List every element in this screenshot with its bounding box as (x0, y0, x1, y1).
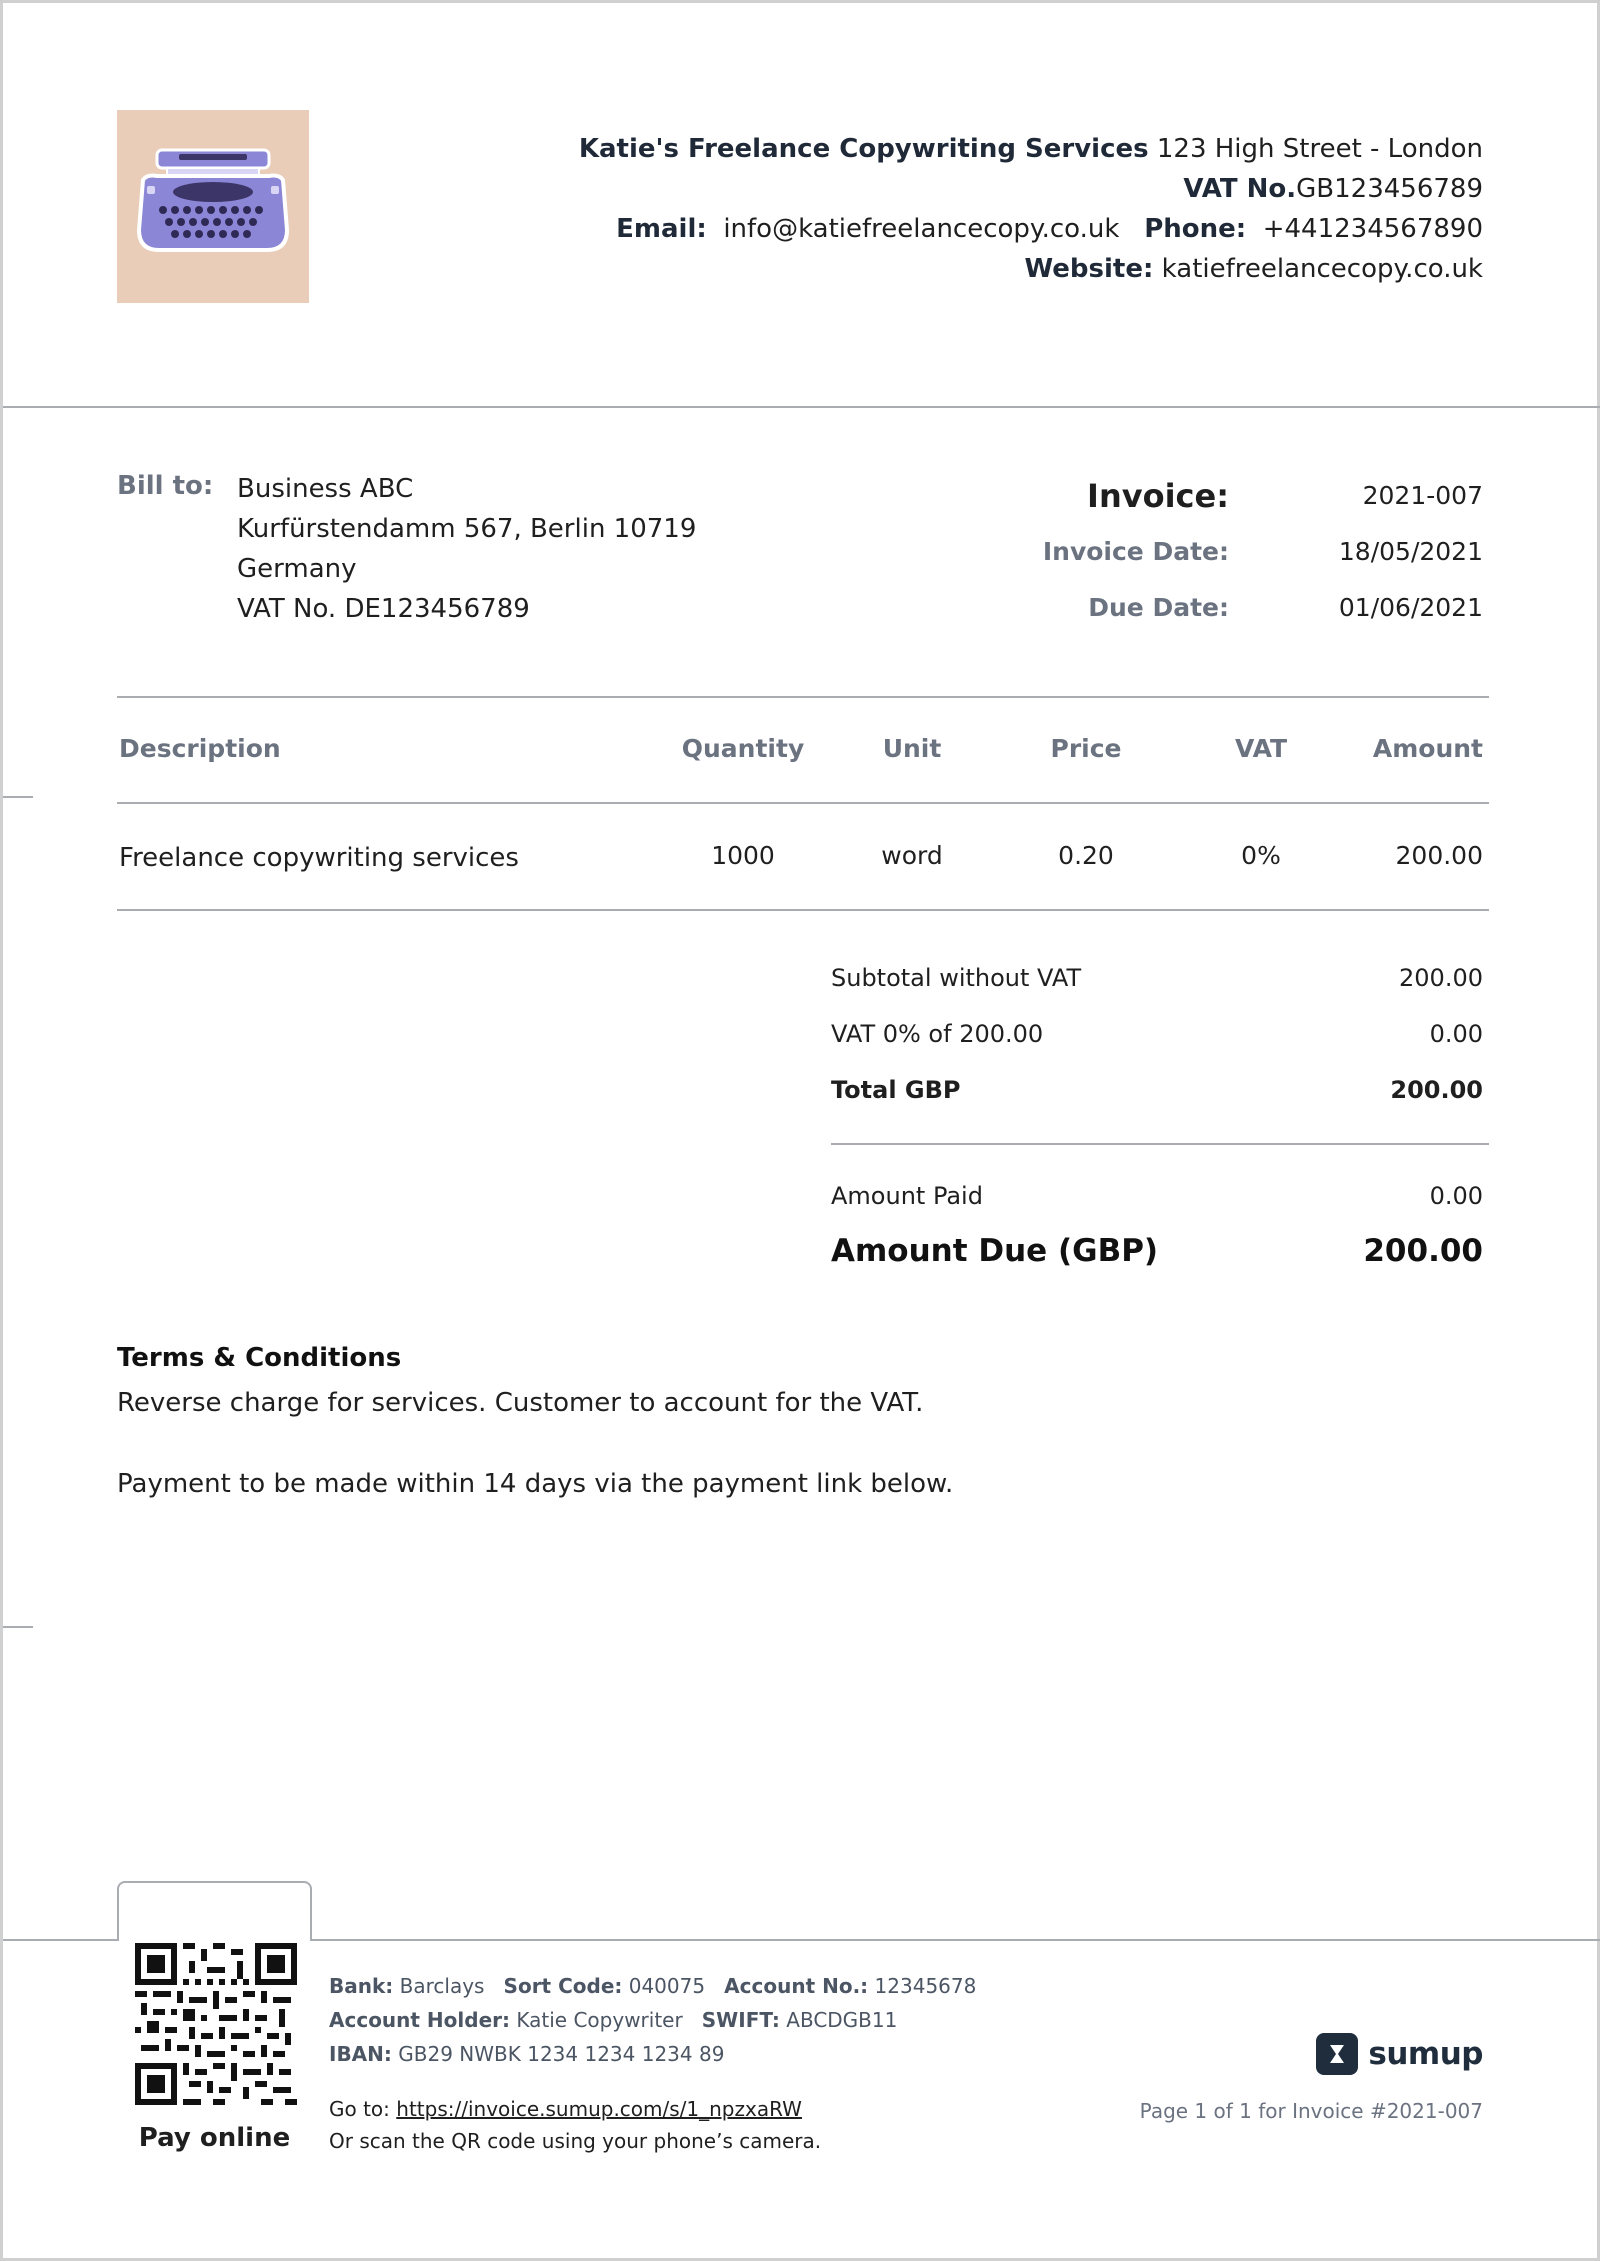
row-quantity: 1000 (711, 841, 775, 870)
fold-mark (3, 796, 33, 798)
sender-contact-line (579, 209, 1483, 249)
sender-website[interactable]: katiefreelancecopy.co.uk (1161, 254, 1483, 284)
invoice-date-label: Invoice Date: (1042, 537, 1229, 566)
sender-phone[interactable]: +441234567890 (1262, 214, 1483, 244)
terms-title: Terms & Conditions (117, 1343, 402, 1373)
goto-prefix: Go to: (329, 2097, 390, 2121)
bill-to-line: Germany (237, 554, 357, 584)
row-description: Freelance copywriting services (119, 843, 519, 873)
fold-mark (3, 1626, 33, 1628)
company-logo (117, 110, 309, 303)
col-description: Description (119, 734, 281, 763)
iban-label: IBAN: (329, 2042, 392, 2066)
sender-vat-line (579, 169, 1483, 209)
total-value: 200.00 (1390, 1076, 1483, 1104)
invoice-date: 18/05/2021 (1338, 537, 1483, 566)
sumup-icon (1316, 2033, 1358, 2075)
subtotal-label: Subtotal without VAT (831, 964, 1082, 992)
swift-label: SWIFT: (701, 2008, 780, 2032)
invoice-number-label: Invoice: (1087, 477, 1229, 515)
bill-to-line: Business ABC (237, 474, 414, 504)
table-bottom-rule (117, 909, 1489, 911)
sender-name-line (579, 129, 1483, 169)
qr-tab (117, 1881, 312, 1941)
total-label: Total GBP (831, 1076, 961, 1104)
terms-line: Reverse charge for services. Customer to account for the VAT. (117, 1388, 924, 1418)
row-vat: 0% (1241, 841, 1281, 870)
col-price: Price (1050, 734, 1122, 763)
iban-line (329, 2042, 724, 2066)
due-date-label: Due Date: (1088, 593, 1229, 622)
bill-to-label: Bill to: (117, 471, 214, 501)
bank-label: Bank: (329, 1974, 394, 1998)
sender-address: 123 High Street - London (1156, 134, 1483, 164)
sender-block (579, 129, 1483, 289)
col-unit: Unit (882, 734, 942, 763)
sender-website-line (579, 249, 1483, 289)
due-date: 01/06/2021 (1338, 593, 1483, 622)
account-no-value: 12345678 (874, 1974, 977, 1998)
payment-link[interactable]: https://invoice.sumup.com/s/1_npzxaRW (396, 2097, 802, 2121)
holder-value: Katie Copywriter (516, 2008, 683, 2032)
sender-vat-label: VAT No. (1183, 174, 1297, 204)
col-vat: VAT (1234, 734, 1288, 763)
sumup-wordmark: sumup (1368, 2036, 1483, 2072)
row-price: 0.20 (1058, 841, 1114, 870)
holder-label: Account Holder: (329, 2008, 511, 2032)
subtotal-value: 200.00 (1399, 964, 1483, 992)
col-amount: Amount (1372, 734, 1483, 763)
sender-website-label: Website: (1024, 254, 1154, 284)
vat-value: 0.00 (1429, 1020, 1483, 1048)
amount-paid-label: Amount Paid (831, 1182, 983, 1210)
sender-vat-value: GB123456789 (1296, 174, 1483, 204)
amount-due-value: 200.00 (1363, 1233, 1483, 1269)
sender-phone-label: Phone: (1144, 214, 1247, 244)
qr-code-icon (135, 1943, 297, 2105)
bank-details-line (329, 1974, 976, 1998)
table-header-rule (117, 802, 1489, 804)
typewriter-icon (117, 110, 309, 303)
sender-email[interactable]: info@katiefreelancecopy.co.uk (723, 214, 1120, 244)
col-quantity: Quantity (681, 734, 805, 763)
payment-qr-code[interactable] (135, 1943, 297, 2105)
invoice-number: 2021-007 (1362, 481, 1483, 510)
header-divider (3, 406, 1600, 408)
bill-to-line: VAT No. DE123456789 (237, 594, 530, 624)
row-amount: 200.00 (1395, 841, 1483, 870)
sender-email-label: Email: (616, 214, 707, 244)
payment-link-line (329, 2097, 802, 2121)
iban-value: GB29 NWBK 1234 1234 1234 89 (398, 2042, 725, 2066)
row-unit: word (881, 841, 943, 870)
sender-name: Katie's Freelance Copywriting Services (578, 134, 1149, 164)
vat-label: VAT 0% of 200.00 (831, 1020, 1044, 1048)
sort-code-label: Sort Code: (503, 1974, 623, 1998)
swift-value: ABCDGB11 (786, 2008, 898, 2032)
amount-due-label: Amount Due (GBP) (831, 1233, 1159, 1269)
scan-instruction: Or scan the QR code using your phone’s camera. (329, 2129, 822, 2153)
amount-paid-value: 0.00 (1429, 1182, 1483, 1210)
bill-to-address (237, 469, 696, 629)
bill-to-line: Kurfürstendamm 567, Berlin 10719 (237, 514, 697, 544)
account-holder-line (329, 2008, 897, 2032)
account-no-label: Account No.: (724, 1974, 869, 1998)
page-info: Page 1 of 1 for Invoice #2021-007 (1139, 2099, 1483, 2123)
pay-online-label: Pay online (138, 2123, 291, 2153)
bank-value: Barclays (399, 1974, 485, 1998)
totals-divider (831, 1143, 1489, 1145)
sort-code-value: 040075 (628, 1974, 706, 1998)
sumup-logo (1316, 2033, 1483, 2075)
table-top-rule (117, 696, 1489, 698)
terms-line: Payment to be made within 14 days via the payment link below. (117, 1469, 954, 1499)
